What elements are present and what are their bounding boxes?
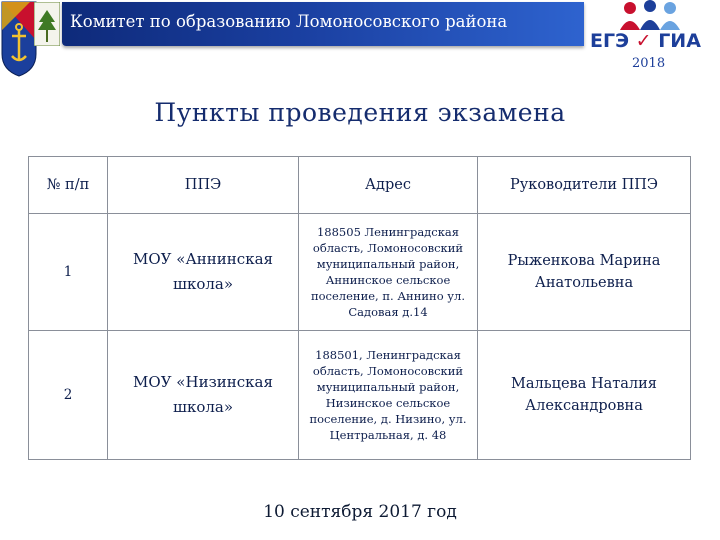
header [0,0,720,80]
row-head: Мальцева Наталия Александровна [478,331,691,460]
header-address: Адрес [299,157,478,214]
logo-ege-label: ЕГЭ [590,30,630,52]
row-ppe: МОУ «Низинская школа» [108,331,299,460]
row-num: 1 [29,214,108,331]
header-num: № п/п [29,157,108,214]
exam-points-table [28,156,691,460]
table-row [29,331,691,460]
ege-gia-people-icon [616,0,686,32]
row-num: 2 [29,331,108,460]
ege-gia-logo-text: ЕГЭ ✓ ГИА [590,30,701,52]
row-ppe: МОУ «Аннинская школа» [108,214,299,331]
logo-gia-label: ГИА [658,30,701,52]
table-row [29,214,691,331]
logo-year: 2018 [632,56,666,71]
exam-date: 10 сентября 2017 год [263,502,457,522]
committee-banner [62,2,584,46]
header-head: Руководители ППЭ [478,157,691,214]
tree-emblem-icon [34,2,60,46]
table-header-row [29,157,691,214]
committee-title: Комитет по образованию Ломоносовского района [70,12,508,31]
row-address: 188501, Ленинградская область, Ломоносовский муниципальный район, Низинское сельское поселение, д. Низино, ул. Центральная, д. 48 [299,331,478,460]
row-address: 188505 Ленинградская область, Ломоносовский муниципальный район, Аннинское сельское поселение, п. Аннино ул. Садовая д.14 [299,214,478,331]
page-title: Пункты проведения экзамена [154,98,566,127]
ege-gia-logo [590,0,718,76]
header-ppe: ППЭ [108,157,299,214]
row-head: Рыженкова Марина Анатольевна [478,214,691,331]
